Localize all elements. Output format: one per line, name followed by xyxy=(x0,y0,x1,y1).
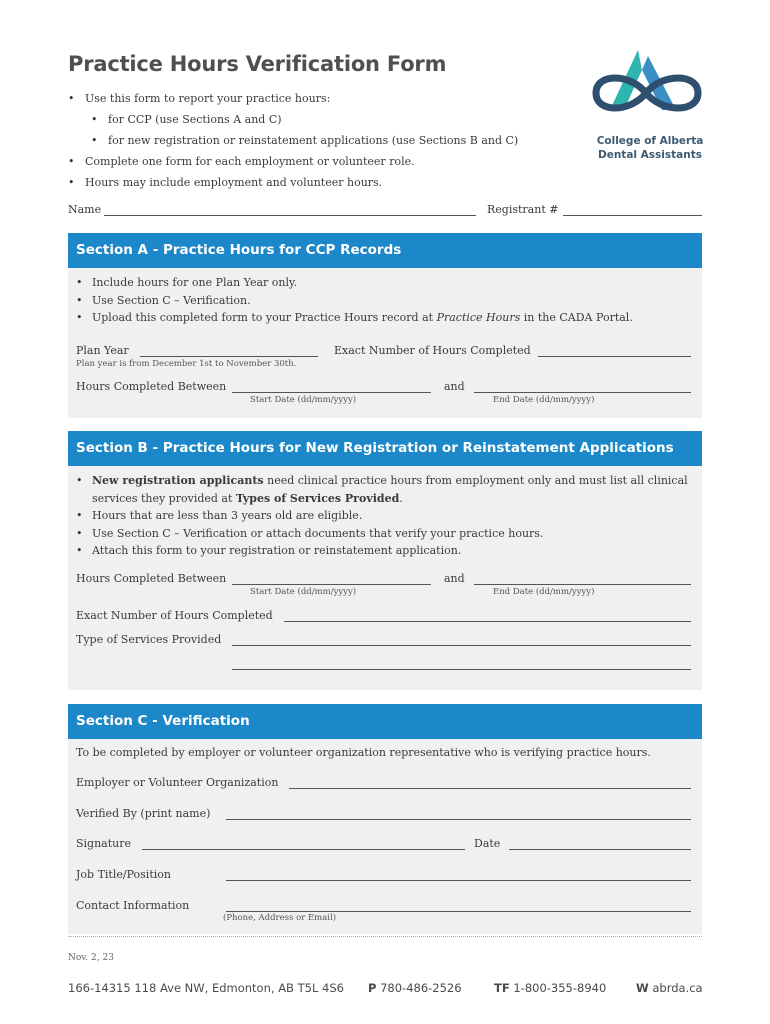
logo-wordmark: College of Alberta Dental Assistants xyxy=(596,135,704,161)
intro-item: • Complete one form for each employment or volunteer role. xyxy=(68,151,518,172)
plan-year-label: Plan Year xyxy=(76,344,129,357)
end-date-hint: End Date (dd/mm/yyyy) xyxy=(493,395,595,405)
start-date-hint: Start Date (dd/mm/yyyy) xyxy=(250,587,357,597)
plan-year-hint: Plan year is from December 1st to November 30th. xyxy=(76,359,297,369)
section-c-heading: Section C - Verification xyxy=(68,704,702,739)
exact-hours-field[interactable] xyxy=(538,356,691,357)
contact-hint: (Phone, Address or Email) xyxy=(223,913,337,923)
section-a-heading: Section A - Practice Hours for CCP Records xyxy=(68,233,702,268)
section-c-intro: To be completed by employer or volunteer organization representative who is verifying practice hours. xyxy=(76,746,651,759)
list-item: • Attach this form to your registration or reinstatement application. xyxy=(76,542,691,560)
footer-website[interactable]: W abrda.ca xyxy=(636,981,703,995)
end-date-hint: End Date (dd/mm/yyyy) xyxy=(493,587,595,597)
exact-hours-label: Exact Number of Hours Completed xyxy=(334,344,531,357)
verified-by-field[interactable] xyxy=(226,819,691,820)
exact-hours-field[interactable] xyxy=(284,621,691,622)
employer-label: Employer or Volunteer Organization xyxy=(76,776,279,789)
start-date-field[interactable] xyxy=(232,584,431,585)
form-title: Practice Hours Verification Form xyxy=(68,52,447,76)
exact-hours-label: Exact Number of Hours Completed xyxy=(76,609,273,622)
footer-address: 166-14315 118 Ave NW, Edmonton, AB T5L 4S6 xyxy=(68,981,344,995)
list-item: • Upload this completed form to your Practice Hours record at Practice Hours in the CADA Portal. xyxy=(76,309,633,327)
services-field-line2[interactable] xyxy=(232,669,691,670)
revision-date: Nov. 2, 23 xyxy=(68,953,114,963)
name-field[interactable] xyxy=(104,215,476,216)
services-field[interactable] xyxy=(232,645,691,646)
section-b xyxy=(68,431,702,690)
section-b-list xyxy=(76,472,691,560)
and-label: and xyxy=(444,380,465,393)
contact-label: Contact Information xyxy=(76,899,190,912)
end-date-field[interactable] xyxy=(474,584,691,585)
services-label: Type of Services Provided xyxy=(76,633,222,646)
registrant-label: Registrant # xyxy=(487,203,559,216)
date-label: Date xyxy=(474,837,501,850)
intro-item: • Use this form to report your practice hours: xyxy=(68,88,518,109)
start-date-hint: Start Date (dd/mm/yyyy) xyxy=(250,395,357,405)
verified-by-label: Verified By (print name) xyxy=(76,807,211,820)
list-item: • Hours that are less than 3 years old are eligible. xyxy=(76,507,691,525)
list-item: • New registration applicants need clinical practice hours from employment only and must list all clinical services they provided at Types of Services Provided. xyxy=(76,472,691,507)
and-label: and xyxy=(444,572,465,585)
job-title-field[interactable] xyxy=(226,880,691,881)
date-field[interactable] xyxy=(509,849,691,850)
registrant-field[interactable] xyxy=(563,215,702,216)
plan-year-field[interactable] xyxy=(140,356,318,357)
intro-subitem: • for new registration or reinstatement applications (use Sections B and C) xyxy=(91,130,518,151)
intro-list xyxy=(68,88,518,193)
list-item: • Include hours for one Plan Year only. xyxy=(76,274,633,292)
hours-between-label: Hours Completed Between xyxy=(76,380,227,393)
footer-phone: P 780-486-2526 xyxy=(368,981,462,995)
hours-between-label: Hours Completed Between xyxy=(76,572,227,585)
intro-subitem: • for CCP (use Sections A and C) xyxy=(91,109,518,130)
job-title-label: Job Title/Position xyxy=(76,868,171,881)
employer-field[interactable] xyxy=(289,788,691,789)
intro-item: • Hours may include employment and volunteer hours. xyxy=(68,172,518,193)
footer-tollfree: TF 1-800-355-8940 xyxy=(494,981,607,995)
signature-field[interactable] xyxy=(142,849,465,850)
section-a-list xyxy=(76,274,633,327)
section-b-heading: Section B - Practice Hours for New Registration or Reinstatement Applications xyxy=(68,431,702,466)
end-date-field[interactable] xyxy=(474,392,691,393)
start-date-field[interactable] xyxy=(232,392,431,393)
list-item: • Use Section C – Verification. xyxy=(76,292,633,310)
section-a xyxy=(68,233,702,418)
section-c xyxy=(68,704,702,934)
footer-divider xyxy=(68,936,702,937)
contact-field[interactable] xyxy=(226,911,691,912)
list-item: • Use Section C – Verification or attach documents that verify your practice hours. xyxy=(76,525,691,543)
name-label: Name xyxy=(68,203,102,216)
signature-label: Signature xyxy=(76,837,132,850)
